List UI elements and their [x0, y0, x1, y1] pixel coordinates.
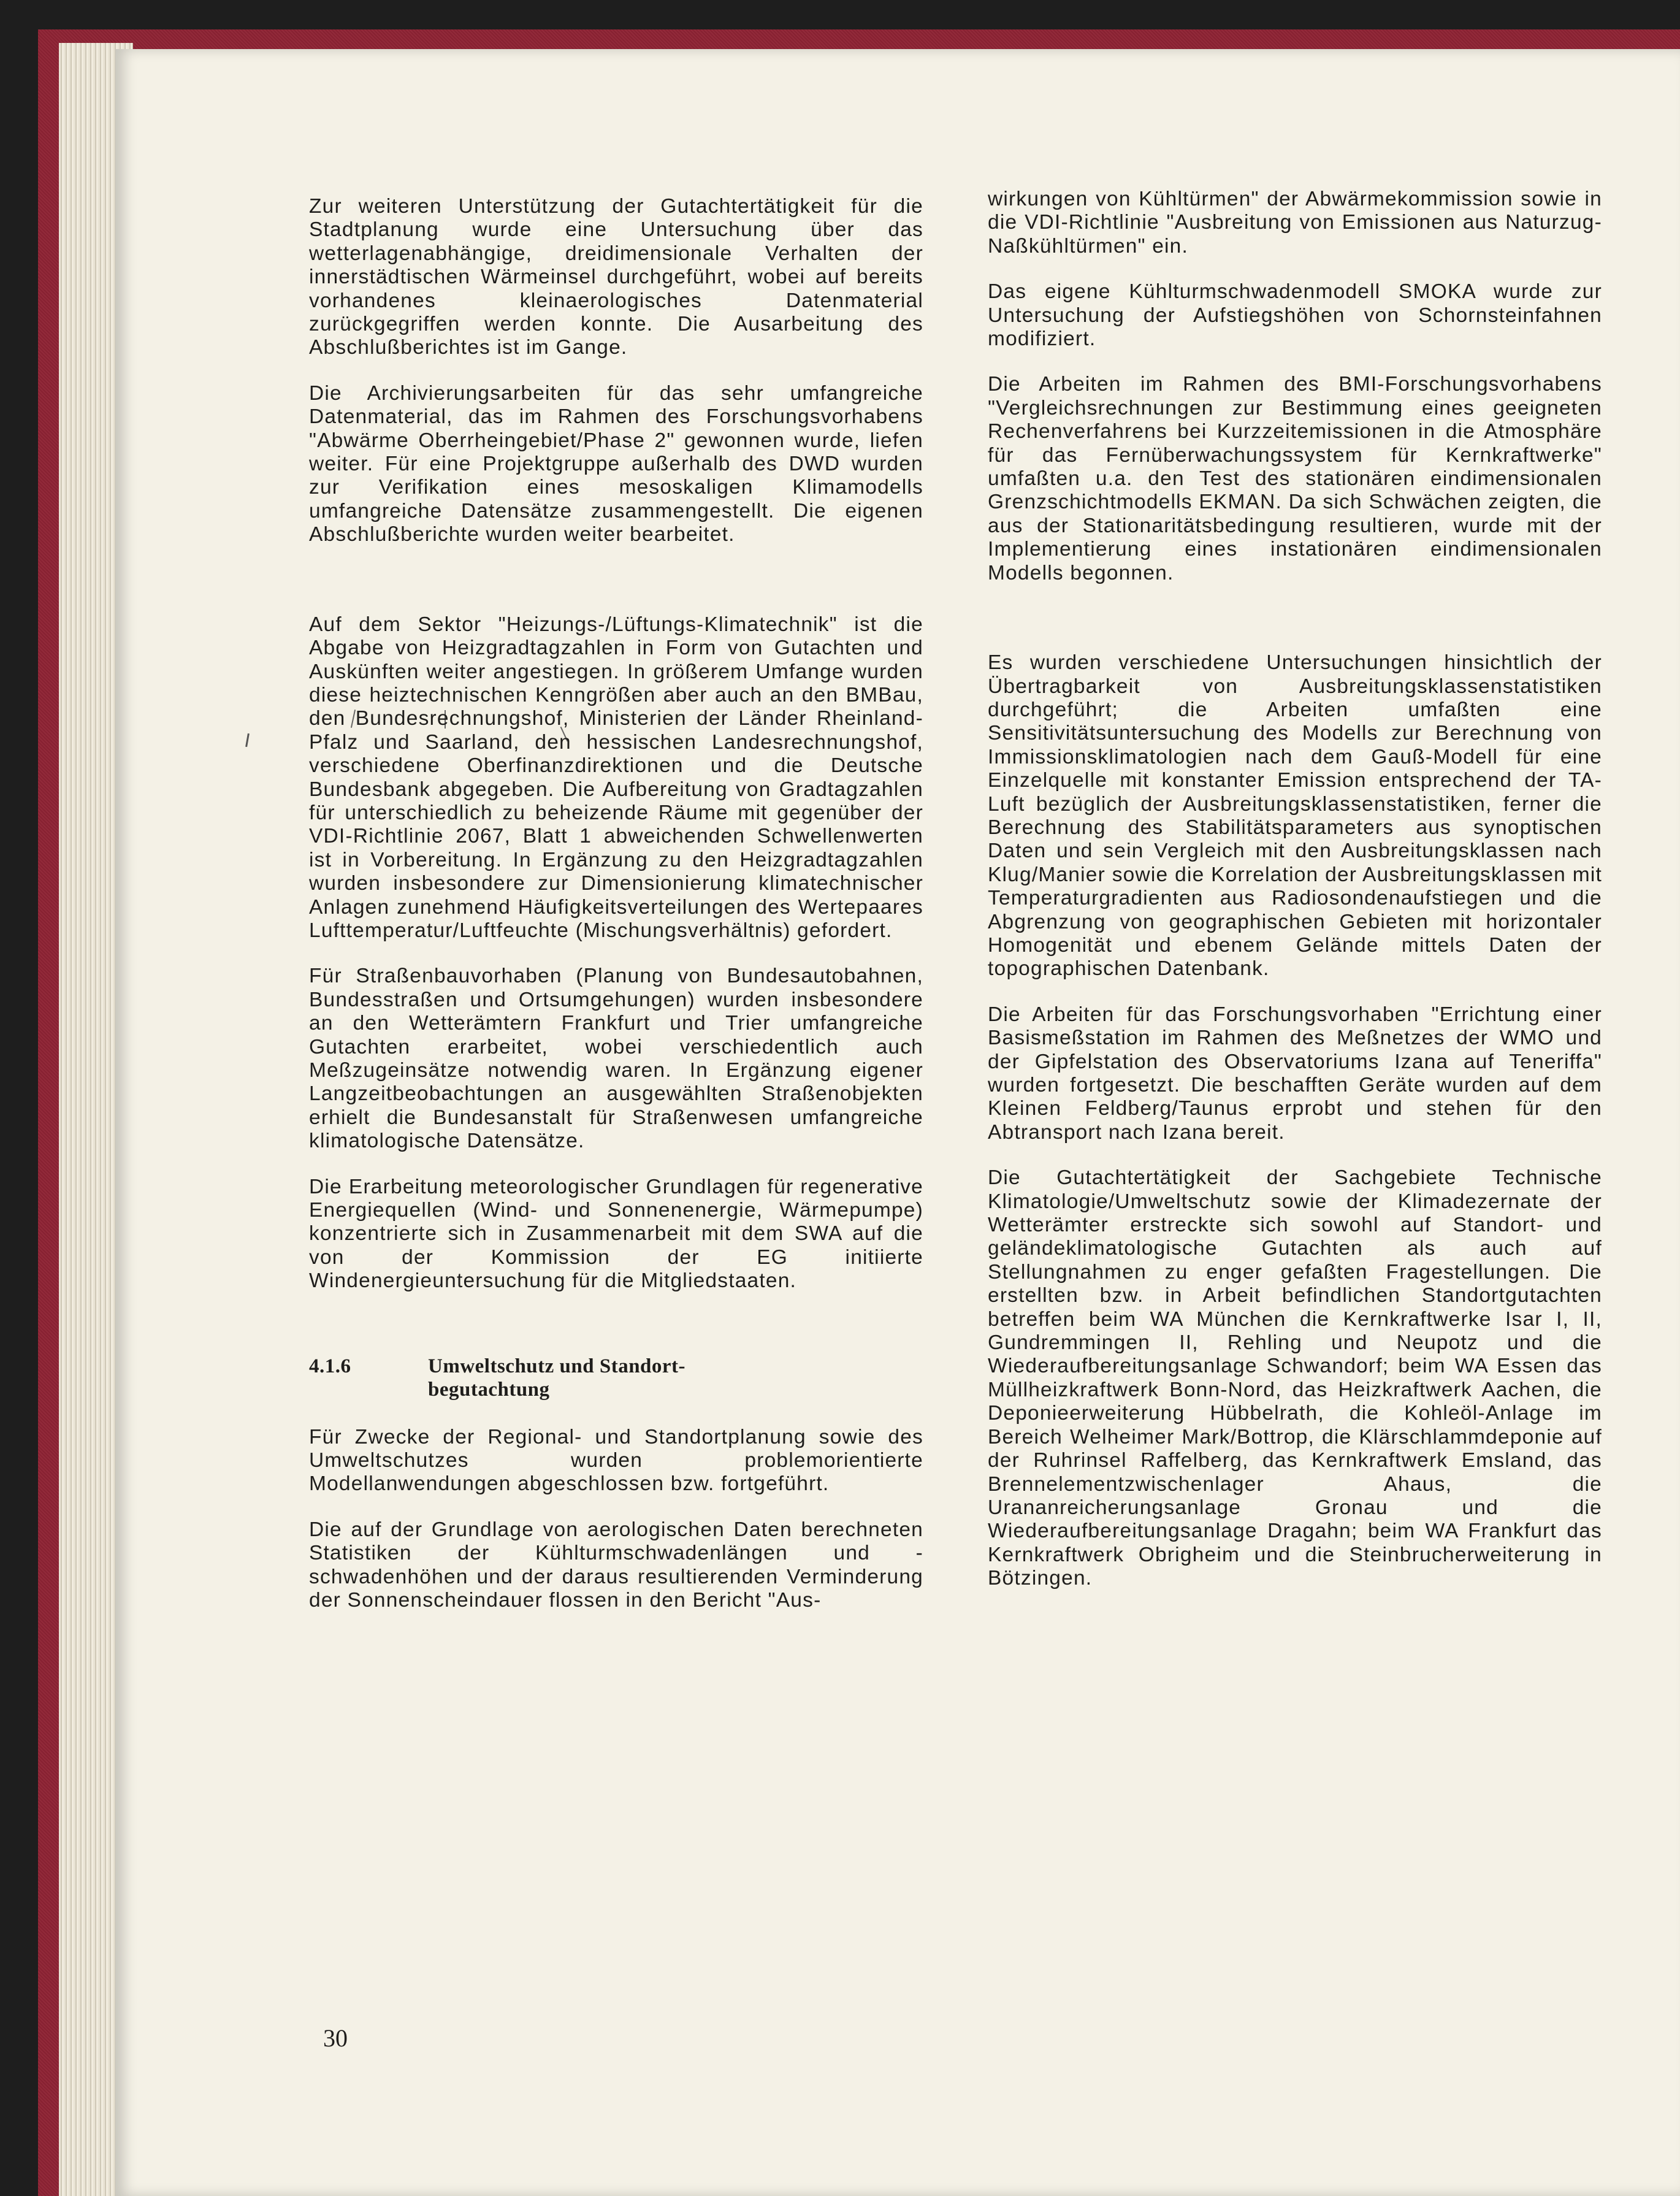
paragraph: Die Erarbeitung meteorologischer Grundlagen für regenerative Energiequellen (Wind- und Sonnenenergie, Wärmepumpe) konzentrierte sich in Zusammenarbeit mit dem SWA auf die von der Kommission der EG initiierte Windenergieuntersuchung für die Mitgliedstaaten. [309, 1175, 923, 1293]
paragraph: wirkungen von Kühltürmen" der Abwärmekommission sowie in die VDI-Richtlinie "Ausbreitung von Emissionen aus Naturzug-Naßkühltürmen" ein. [988, 188, 1602, 258]
paragraph: Die Arbeiten für das Forschungsvorhaben "Errichtung einer Basismeßstation im Rahmen des Meßnetzes der WMO und der Gipfelstation des Observatoriums Izana auf Teneriffa" wurden fortgesetzt. Die beschafften Geräte wurden auf dem Kleinen Feldberg/Taunus erprobt und stehen für den Abtransport nach Izana bereit. [988, 1003, 1602, 1144]
paragraph: Die Gutachtertätigkeit der Sachgebiete Technische Klimatologie/Umweltschutz sowie der Klimadezernate der Wetterämter erstreckte sich sowohl auf Standort- und geländeklimatologische Gutachten als auch auf Stellungnahmen zu enger gefaßten Fragestellungen. Die erstellten bzw. in Arbeit befindlichen Standortgutachten betreffen beim WA München die Kernkraftwerke Isar I, II, Gundremmingen II, Rehling und Neupotz und die Wiederaufbereitungsanlage Schwandorf; beim WA Essen das Müllheizkraftwerk Bonn-Nord, das Heizkraftwerk Aachen, die Deponieerweiterung Hübbelrath, die Kohleöl-Anlage im Bereich Welheimer Mark/Bottrop, die Klärschlammdeponie auf der Ruhrinsel Raffelberg, das Kernkraftwerk Emsland, das Brennelementzwischenlager Ahaus, die Urananreicherungsanlage Gronau und die Wiederaufbereitungsanlage Dragahn; beim WA Frankfurt das Kernkraftwerk Obrigheim und die Steinbrucherweiterung in Bötzingen. [988, 1166, 1602, 1590]
paragraph: Für Zwecke der Regional- und Standortplanung sowie des Umweltschutzes wurden problemorientierte Modellanwendungen abgeschlossen bzw. fortgeführt. [309, 1425, 923, 1496]
section-number: 4.1.6 [309, 1355, 351, 1377]
section-title: Umweltschutz und Standort- begutachtung [428, 1355, 686, 1401]
paragraph: Die Arbeiten im Rahmen des BMI-Forschungsvorhabens "Vergleichsrechnungen zur Bestimmung eines geeigneten Rechenverfahrens bei Kurzzeitemissionen in die Atmosphäre für das Fernüberwachungssystem für Kernkraftwerke" umfaßten u.a. den Test des stationären eindimensionalen Grenzschichtmodells EKMAN. Da sich Schwächen zeigten, die aus der Stationaritätsbedingung resultieren, wurde mit der Implementierung eines instationären eindimensionalen Modells begonnen. [988, 373, 1602, 584]
paragraph: Das eigene Kühlturmschwadenmodell SMOKA wurde zur Untersuchung der Aufstiegshöhen von Schornsteinfahnen modifiziert. [988, 280, 1602, 351]
page-number: 30 [323, 2024, 348, 2052]
paragraph: Es wurden verschiedene Untersuchungen hinsichtlich der Übertragbarkeit von Ausbreitungsklassenstatistiken durchgeführt; die Arbeiten umfaßten eine Sensitivitätsuntersuchung des Modells zur Berechnung von Immissionsklimatologien nach dem Gauß-Modell für eine Einzelquelle mit konstanter Emission entsprechend der TA-Luft bezüglich der Ausbreitungsklassenstatistiken, ferner die Berechnung des Stabilitätsparameters aus synoptischen Daten und sein Vergleich mit den Ausbreitungsklassen nach Klug/Manier sowie die Korrelation der Ausbreitungsklassen mit Temperaturgradienten aus Radiosondenaufstiegen und die Abgrenzung von geographischen Gebieten mit horizontaler Homogenität und ebenem Gelände mittels Daten der topographischen Datenbank. [988, 651, 1602, 981]
section-heading [309, 1355, 923, 1401]
paragraph: Zur weiteren Unterstützung der Gutachtertätigkeit für die Stadtplanung wurde eine Untersuchung über das wetterlagenabhängige, dreidimensionale Verhalten der innerstädtischen Wärmeinsel durchgeführt, wobei auf bereits vorhandenes kleinaerologisches Datenmaterial zurückgegriffen werden konnte. Die Ausarbeitung des Abschlußberichtes ist im Gange. [309, 195, 923, 359]
right-column [988, 188, 1602, 1591]
left-column [309, 195, 923, 1613]
paragraph: Auf dem Sektor "Heizungs-/Lüftungs-Klimatechnik" ist die Abgabe von Heizgradtagzahlen in Form von Gutachten und Auskünften weiter angestiegen. In größerem Umfange wurden diese heiztechnischen Kenngrößen aber auch an den BMBau, den Bundesrechnungshof, Ministerien der Länder Rheinland-Pfalz und Saarland, den hessischen Landesrechnungshof, verschiedene Oberfinanzdirektionen und die Deutsche Bundesbank abgegeben. Die Aufbereitung von Gradtagzahlen für unterschiedlich zu beheizende Räume mit gegenüber der VDI-Richtlinie 2067, Blatt 1 abweichenden Schwellenwerten ist in Vorbereitung. In Ergänzung zu den Heizgradtagzahlen wurden insbesondere zur Dimensionierung klimatechnischer Anlagen zunehmend Häufigkeitsverteilungen des Wertepaares Lufttemperatur/Luftfeuchte (Mischungsverhältnis) gefordert. [309, 613, 923, 942]
paragraph: Für Straßenbauvorhaben (Planung von Bundesautobahnen, Bundesstraßen und Ortsumgehungen) wurden insbesondere an den Wetterämtern Frankfurt und Trier umfangreiche Gutachten erarbeitet, wobei verschiedentlich auch Meßzugeinsätze notwendig waren. In Ergänzung eigener Langzeitbeobachtungen an ausgewählten Straßenobjekten erhielt die Bundesanstalt für Straßenwesen umfangreiche klimatologische Datensätze. [309, 965, 923, 1153]
paragraph: Die Archivierungsarbeiten für das sehr umfangreiche Datenmaterial, das im Rahmen des Forschungsvorhabens "Abwärme Oberrheingebiet/Phase 2" gewonnen wurde, liefen weiter. Für eine Projektgruppe außerhalb des DWD wurden zur Verifikation eines mesoskaligen Klimamodells umfangreiche Datensätze zusammengestellt. Die eigenen Abschlußberichte wurden weiter bearbeitet. [309, 381, 923, 546]
paragraph: Die auf der Grundlage von aerologischen Daten berechneten Statistiken der Kühlturmschwadenlängen und -schwadenhöhen und der daraus resultierenden Verminderung der Sonnenscheindauer flossen in den Bericht "Aus- [309, 1518, 923, 1612]
